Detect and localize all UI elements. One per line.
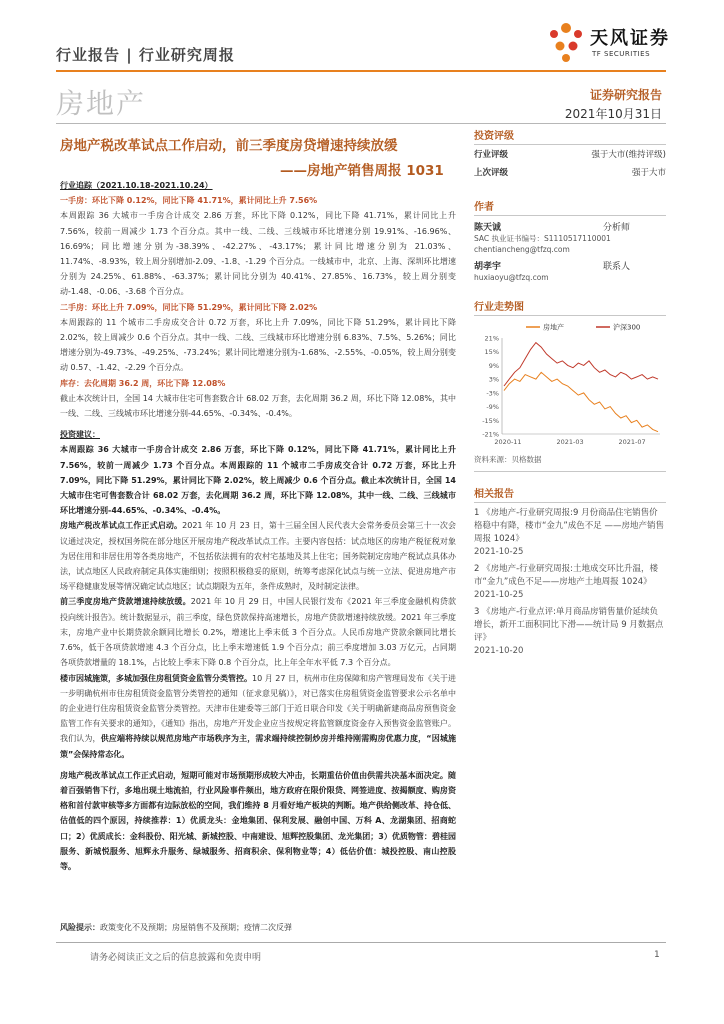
author-detail: huxiaoyu@tfzq.com [474,273,549,282]
related-report-date: 2021-10-20 [474,646,524,656]
author-name: 陈天诚 [474,223,502,233]
rating-row [474,145,666,163]
report-category: 行业报告 | 行业研究周报 [56,46,235,64]
related-report-title: 1 《房地产-行业研究周报:9 月份商品住宅销售价格稳中有降，楼市“金九”成色不足 ——房地产销售周报 1024》 [474,508,665,544]
header-divider [56,70,666,72]
y-tick-label: -21% [482,430,499,439]
related-report-item[interactable] [474,507,666,559]
footer-disclaimer: 请务必阅读正文之后的信息披露和免责申明 [90,953,262,963]
page-number: 1 [654,950,660,960]
chart-heading: 行业走势图 [474,295,666,316]
author-row [474,255,666,272]
legend-label: 房地产 [543,323,564,332]
rating-row [474,163,666,181]
main-body [60,178,456,874]
tracking-period: 行业追踪（2021.10.18-2021.10.24） [60,181,213,190]
report-title: 房地产税改革试点工作启动，前三季度房贷增速持续放缓 [60,138,398,154]
trend-chart [474,320,666,452]
logo-icon [546,20,586,64]
author-detail: chentiancheng@tfzq.com [474,245,570,254]
chart-source: 资料来源：贝格数据 [474,455,542,464]
rating-value: 强于大市 [631,168,666,178]
y-tick-label: 21% [484,334,499,343]
sector-title: 房地产 [56,87,147,120]
inventory-paragraph: 截止本次统计日，全国 14 大城市住宅可售套数合计 68.02 万套，去化周期 36.2 周，环比下降 12.08%，其中一线、二线、三线城市环比增速分别-44.65%、-0.34%、-0.4%。 [60,393,456,419]
rating-label: 行业评级 [474,150,509,160]
author-detail: SAC 执业证书编号：S1110517110001 [474,234,611,243]
tf-securities-logo [546,20,676,70]
report-date: 2021年10月31日 [564,107,662,121]
related-report-item[interactable] [474,606,666,658]
y-tick-label: 15% [484,348,499,357]
inventory-heading: 库存：去化周期 36.2 周，环比下降 12.08% [60,378,226,388]
y-tick-label: 3% [488,375,499,384]
related-reports [474,503,666,658]
series-line-0 [504,372,658,431]
rating-value: 强于大市(维持评级) [591,150,666,160]
new-home-paragraph: 本周跟踪 36 大城市一手房合计成交 2.86 万套，环比下降 0.12%，同比下降 41.71%，累计同比上升 7.56%，较前一周减少 1.73 个百分点。其中一线、二线、三线城市环比增速分别 19.91%、-16.96%、16.69%；同比增速分别为-38.39%、-42.27%、-43.17%；累计同比增速分别为 21.03%、11.74%、-8.93%，较上周分别增加-2.09、-1.8、-1.29 个百分点。一线城市中，北京、上海、深圳环比增速分别为 24.25%、61.88%、-63.37%；累计同比分别为 40.41%、27.85%、16.73%，较上周分别变动-1.48、-0.06、-3.68 个百分点。 [60,211,456,297]
risk-note: 风险提示：政策变化不及预期；房屋销售不及预期；疫情二次反弹 [60,923,292,932]
related-report-date: 2021-10-25 [474,590,524,600]
author-name: 胡孝宇 [474,262,502,272]
logo-text: 天风证券 [590,28,670,49]
trend-chart-svg [474,320,666,452]
rating-heading: 投资评级 [474,124,666,145]
related-report-title: 3 《房地产-行业点评:单月商品房销售量价延续负增长，新开工面积同比下滑——统计局 9 月数据点评》 [474,607,664,643]
footer-divider [56,942,666,943]
y-tick-label: 9% [488,361,499,370]
related-heading: 相关报告 [474,482,666,503]
report-subtitle: ——房地产销售周报 1031 [280,163,444,179]
recommendation-paragraph: 房地产税改革试点工作正式启动，短期可能对市场预期形成较大冲击，长期重估价值由供需共决基本面决定。随着百强销售下行，多地出现土地流拍，行业风险事件频出，地方政府在限价限贷、网签进度、按揭额度、购房资格和首付款审核等多方面都有边际放松的空间，我们维持 8 月看好地产板块的判断。地产供给侧改革、持仓低、估值低的四个原因，持续推荐：1）优质龙头：金地集团、保利发展、融创中国、万科 A、龙湖集团、招商蛇口；2）优质成长：金科股份、阳光城、新城控股、中南建设、旭辉控股集团、龙光集团；3）优质物管：碧桂园服务、新城悦服务、旭辉永升服务、绿城服务、招商积余、保利物业等；4）低估价值：城投控股、南山控股等。 [60,770,456,871]
advice-summary: 本周跟踪 36 大城市一手房合计成交 2.86 万套，环比下降 0.12%，同比下降 41.71%，累计同比上升 7.56%，较前一周减少 1.73 个百分点。本周跟踪的 11 个城市二手房成交合计 0.72 万套，环比上升 7.09%，同比下降 51.29%，累计同比下降 2.02%，较上周减少 0.6 个百分点。截止本次统计日，全国 14 大城市住宅可售套数合计 68.02 万套，去化周期 36.2 周，环比下降 12.08%，其中一线、二线、三线城市环比增速分别-44.65%、-0.34%、-0.4%。 [60,445,456,516]
new-home-heading: 一手房：环比下降 0.12%，同比下降 41.71%，累计同比上升 7.56% [60,196,318,206]
investment-advice-heading: 投资建议： [60,430,100,440]
x-tick-label: 2021-03 [556,438,584,446]
author-row [474,216,666,233]
resale-heading: 二手房：环比上升 7.09%，同比下降 51.29%，累计同比下降 2.02% [60,302,318,312]
resale-paragraph: 本周跟踪的 11 个城市二手房成交合计 0.72 万套，环比上升 7.09%，同比下降 51.29%，累计同比下降 2.02%，较上周减少 0.6 个百分点。其中一线、二线、三线城市环比增速分别 6.83%、7.5%、5.26%；同比增速分别为-49.73%、-49.25%、-73.24%；累计同比增速分别为-1.68%、-2.55%、-0.05%，较上周分别变动 0.57、-1.42、-2.29 个百分点。 [60,317,456,373]
report-type: 证券研究报告 [589,88,662,102]
logo-subtext: TF SECURITIES [592,50,651,58]
related-report-item[interactable] [474,563,666,602]
y-tick-label: -9% [486,403,499,412]
related-report-date: 2021-10-25 [474,547,524,557]
x-tick-label: 2020-11 [494,438,522,446]
series-line-1 [504,343,658,386]
sidebar [474,124,666,662]
y-tick-label: -3% [486,389,499,398]
loan-paragraph: 前三季度房地产贷款增速持续放缓。2021 年 10 月 29 日，中国人民银行发布《2021 年三季度金融机构贷款投向统计报告》。统计数据显示，前三季度，绿色贷款保持高速增长，房地产贷款增速持续放缓。2021 年三季度末，房地产业中长期贷款余额同比增长 0.2%，增速比上季末低 3 个百分点。人民币房地产贷款余额同比增长 7.6%，低于各项贷款增速 4.3 个百分点，比上季末增速低 1.9 个百分点；前三季度增加 3.03 万亿元，占同期各项贷款增量的 18.1%，占比较上季末下降 0.8 个百分点，比上年全年水平低 7.3 个百分点。 [60,597,457,668]
rating-label: 上次评级 [474,168,509,178]
author-heading: 作者 [474,195,666,216]
x-tick-label: 2021-07 [618,438,646,446]
author-role: 分析师 [602,223,630,233]
legend-label: 沪深300 [613,323,641,332]
policy-paragraph: 楼市因城施策，多城加强住房租赁资金监管分类管控。10 月 27 日，杭州市住房保障和房产管理局发布《关于进一步明确杭州市住房租赁资金监管分类管控的通知（征求意见稿）》，对已落实住房租赁资金监管要求公示名单中的企业进行住房租赁资金监管分类管控。天津市住建委等三部门于近日联合印发《关于明确新建商品房预售资金监管工作有关要求的通知》，《通知》指出，房地产开发企业应当按规定将监管额度资金存入预售资金监管账户。我们认为，供应端将持续以规范房地产市场秩序为主，需求端持续控制炒房并维持刚需购房优惠力度，“因城施策”会保持常态化。 [60,673,456,759]
related-report-title: 2 《房地产-行业研究周报:土地成交环比升温，楼市“金九”成色不足——房地产土地周报 1024》 [474,564,659,587]
tax-reform-paragraph: 房地产税改革试点工作正式启动。2021 年 10 月 23 日，第十三届全国人民代表大会常务委员会第三十一次会议通过决定，授权国务院在部分地区开展房地产税改革试点工作。主要内容包括：试点地区的房地产税征税对象为居住用和非居住用等各类房地产，不包括依法拥有的农村宅基地及其上住宅；国务院制定房地产税试点具体办法，试点地区人民政府制定具体实施细则；按照积极稳妥的原则，统筹考虑深化试点与统一立法、促进房地产市场平稳健康发展等情况确定试点地区；试点期限为五年，条件成熟时，及时制定法律。 [60,521,456,592]
y-tick-label: -15% [482,416,499,425]
author-role: 联系人 [602,262,630,272]
